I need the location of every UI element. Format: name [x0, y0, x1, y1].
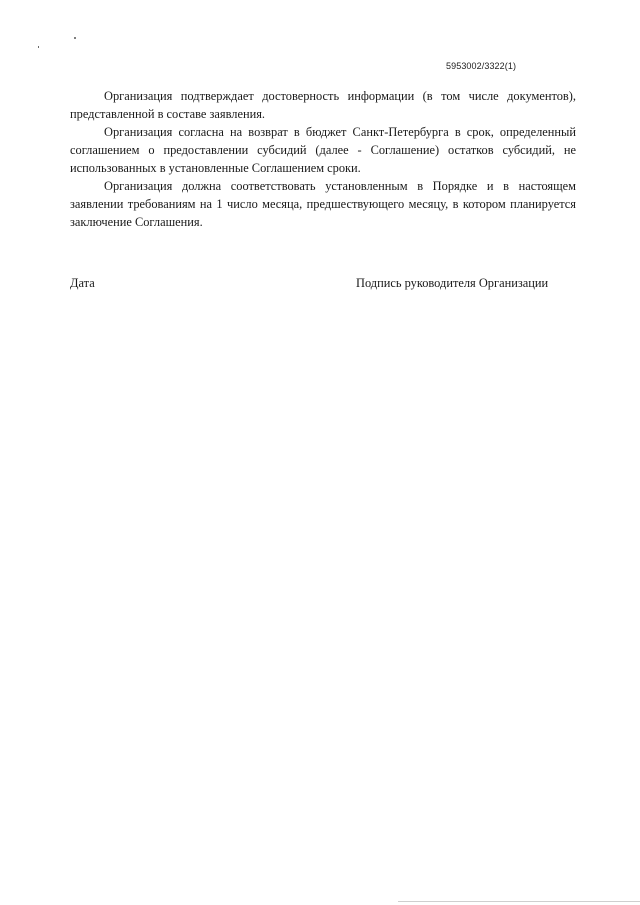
paragraph-refund-consent: Организация согласна на возврат в бюджет Санкт-Петербурга в срок, определенный соглашением о предоставлении субсидий (далее - Соглашение) остатков субсидий, не использованных в установленные Соглашением сроки. [70, 125, 576, 175]
scan-speck [38, 46, 39, 48]
paragraph-confirmation: Организация подтверждает достоверность информации (в том числе документов), представленной в составе заявления. [70, 89, 576, 121]
page-edge-line [398, 901, 640, 902]
paragraph-compliance: Организация должна соответствовать установленным в Порядке и в настоящем заявлении требованиям на 1 число месяца, предшествующего месяцу, в котором планируется заключение Соглашения. [70, 179, 576, 229]
signature-row [70, 276, 576, 296]
reference-number: 5953002/3322(1) [446, 61, 517, 71]
date-label: Дата [70, 276, 95, 290]
statement-body [70, 87, 576, 231]
scan-speck [74, 37, 76, 39]
signature-label: Подпись руководителя Организации [356, 276, 549, 290]
